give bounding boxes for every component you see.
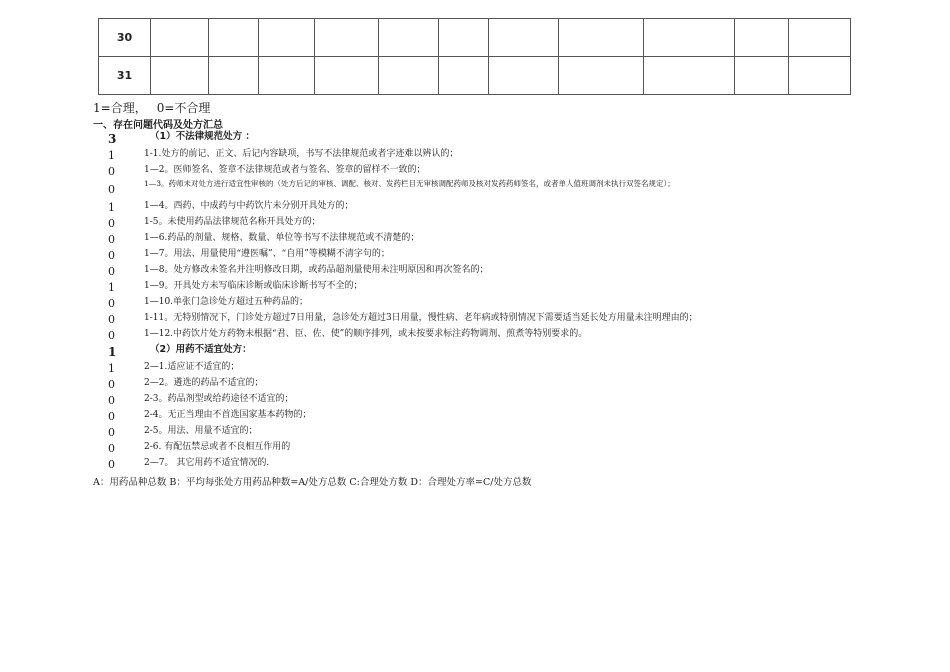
item-count: 1: [108, 362, 115, 375]
item-count: 0: [108, 394, 115, 407]
item-text: 2-5。用法、用量不适宜的；: [144, 426, 258, 436]
table-row: [99, 57, 851, 95]
item-text: 2-4。无正当理由不首选国家基本药物的；: [144, 410, 312, 420]
table-cell: [735, 57, 789, 95]
table-cell: [559, 19, 644, 57]
row-number: 30: [99, 19, 151, 57]
item-count: 0: [108, 378, 115, 391]
item-text: 1-1.处方的前记、正文、后记内容缺项，书写不法律规范或者字迹难以辨认的；: [144, 149, 459, 159]
item-count: 0: [108, 313, 115, 326]
row-number: 31: [99, 57, 151, 95]
category-count: 3: [108, 132, 117, 146]
item-text: 1—12.中药饮片处方药物未根据“君、臣、佐、使”的顺序排列，或未按要求标注药物调剂、煎煮等特别要求的。: [144, 329, 588, 339]
legend-unreasonable: 0=不合理: [156, 101, 211, 115]
table-cell: [735, 19, 789, 57]
table-cell: [644, 57, 735, 95]
item-count: 0: [108, 426, 115, 439]
item-text: 1—6.药品的剂量、规格、数量、单位等书写不法律规范或不清楚的；: [144, 233, 420, 243]
item-text: 2-6. 有配伍禁忌或者不良相互作用的: [144, 442, 291, 452]
category-title: （2）用药不适宜处方：: [150, 344, 252, 355]
table-cell: [315, 57, 379, 95]
item-count: 0: [108, 249, 115, 262]
footer-formula: A：用药品种总数 B：平均每张处方用药品种数=A/处方总数 C:合理处方数 D：合理处方率=C/处方总数: [93, 477, 532, 488]
item-text: 1—2。医师签名、签章不法律规范或者与签名、签章的留样不一致的；: [144, 165, 426, 175]
table-cell: [789, 57, 851, 95]
table-cell: [489, 19, 559, 57]
item-text: 2—1.适应证不适宜的；: [144, 362, 240, 372]
item-count: 0: [108, 165, 115, 178]
item-count: 0: [108, 410, 115, 423]
table-cell: [379, 19, 439, 57]
item-text: 2—2。遴选的药品不适宜的；: [144, 378, 264, 388]
table-cell: [209, 19, 259, 57]
item-count: 1: [108, 149, 115, 162]
item-text: 1-5。未使用药品法律规范名称开具处方的；: [144, 217, 321, 227]
item-text: 2—7。 其它用药不适宜情况的.: [144, 458, 270, 468]
item-text: 2-3。药品剂型或给药途径不适宜的；: [144, 394, 294, 404]
item-count: 0: [108, 442, 115, 455]
item-count: 1: [108, 281, 115, 294]
category-title: （1）不法律规范处方 ：: [150, 131, 255, 142]
legend-reasonable: 1=合理，: [93, 101, 147, 115]
item-count: 0: [108, 265, 115, 278]
item-count: 0: [108, 458, 115, 471]
table-cell: [559, 57, 644, 95]
item-count: 0: [108, 183, 115, 196]
table-cell: [644, 19, 735, 57]
item-text: 1-11。无特别情况下，门诊处方超过7日用量，急诊处方超过3日用量，慢性病、老年病或特别情况下需要适当延长处方用量未注明理由的；: [144, 313, 698, 323]
table-cell: [379, 57, 439, 95]
table-cell: [209, 57, 259, 95]
item-count: 0: [108, 233, 115, 246]
legend: [93, 99, 210, 116]
item-count: 0: [108, 329, 115, 342]
item-text: 1—10.单张门急诊处方超过五种药品的；: [144, 297, 309, 307]
item-text: 1—9。开具处方未写临床诊断或临床诊断书写不全的；: [144, 281, 363, 291]
table-cell: [489, 57, 559, 95]
item-text: 1—3。药师未对处方进行适宜性审核的（处方后记的审核、调配、核对、发药栏目无审核调配药师及核对发药药师签名，或者单人值班调剂未执行双签名规定）；: [144, 179, 675, 188]
item-count: 1: [108, 201, 115, 214]
table-cell: [789, 19, 851, 57]
item-text: 1—7。用法、用量使用“遵医嘱”、“自用”等模糊不清字句的；: [144, 249, 390, 259]
table-cell: [151, 19, 209, 57]
item-text: 1—8。处方修改未签名并注明修改日期，或药品超剂量使用未注明原因和再次签名的；: [144, 265, 489, 275]
table-row: [99, 19, 851, 57]
section-heading: 一、存在问题代码及处方汇总: [93, 120, 223, 131]
table-cell: [439, 19, 489, 57]
item-count: 0: [108, 297, 115, 310]
category-count: 1: [108, 345, 117, 359]
table-cell: [439, 57, 489, 95]
table-cell: [315, 19, 379, 57]
table-cell: [259, 19, 315, 57]
table-cell: [151, 57, 209, 95]
item-text: 1—4。西药、中成药与中药饮片未分别开具处方的；: [144, 201, 354, 211]
item-count: 0: [108, 217, 115, 230]
prescription-table: [98, 18, 851, 95]
table-cell: [259, 57, 315, 95]
